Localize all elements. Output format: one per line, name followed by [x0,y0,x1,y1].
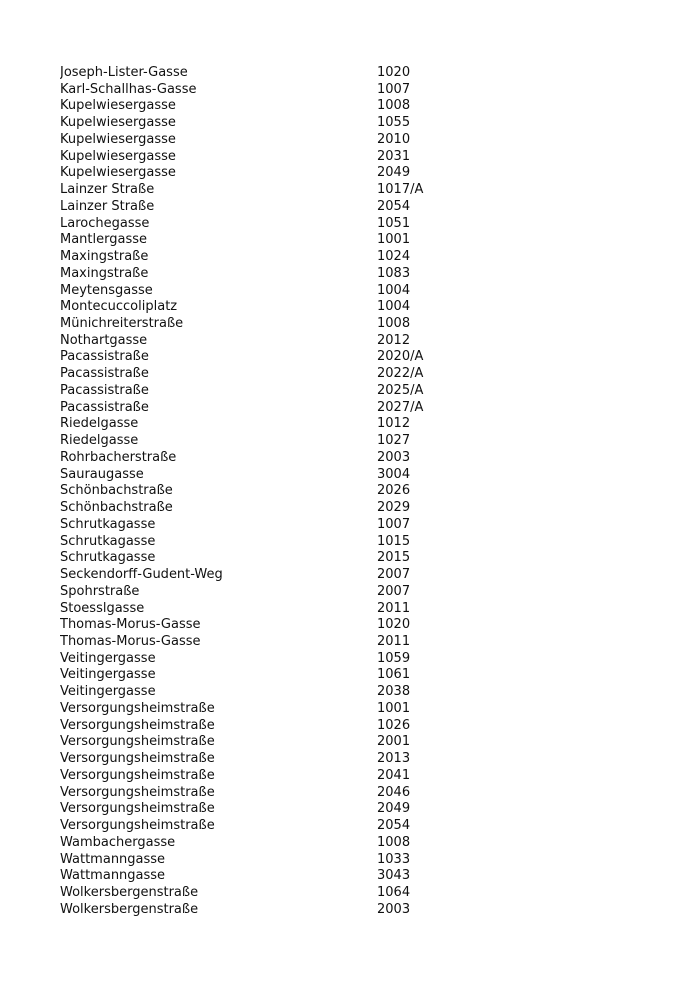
house-number-cell: 1020 [377,617,411,633]
house-number-cell: 2049 [377,801,411,817]
table-row [60,718,660,735]
house-number-cell: 1059 [377,650,411,666]
street-name-cell: Riedelgasse [60,416,139,432]
table-row [60,634,660,651]
table-row [60,216,660,233]
house-number-cell: 1007 [377,516,411,532]
house-number-cell: 2007 [377,583,411,599]
house-number-cell: 2038 [377,684,411,700]
table-row [60,383,660,400]
street-name-cell: Schönbachstraße [60,483,173,499]
house-number-cell: 2010 [377,131,411,147]
street-name-cell: Veitingergasse [60,667,156,683]
house-number-cell: 2001 [377,734,411,750]
table-row [60,416,660,433]
table-row [60,567,660,584]
house-number-cell: 3004 [377,466,411,482]
street-name-cell: Joseph-Lister-Gasse [60,65,188,80]
street-name-cell: Maxingstraße [60,249,149,265]
street-name-cell: Stoesslgasse [60,600,145,616]
table-row [60,785,660,802]
table-row [60,517,660,534]
street-name-cell: Versorgungsheimstraße [60,767,215,783]
street-name-cell: Montecuccoliplatz [60,299,178,315]
table-row [60,868,660,885]
street-name-cell: Thomas-Morus-Gasse [60,617,201,633]
table-row [60,82,660,99]
street-name-cell: Veitingergasse [60,684,156,700]
table-row [60,149,660,166]
table-row [60,98,660,115]
table-row [60,902,660,919]
street-name-cell: Thomas-Morus-Gasse [60,633,201,649]
table-row [60,818,660,835]
street-name-cell: Schrutkagasse [60,533,156,549]
street-name-cell: Versorgungsheimstraße [60,751,215,767]
house-number-cell: 2012 [377,332,411,348]
house-number-cell: 2049 [377,165,411,181]
street-name-cell: Kupelwiesergasse [60,115,176,131]
house-number-cell: 2015 [377,550,411,566]
table-row [60,249,660,266]
street-name-cell: Karl-Schallhas-Gasse [60,81,197,97]
street-name-cell: Pacassistraße [60,349,149,365]
house-number-cell: 2003 [377,901,411,917]
house-number-cell: 3043 [377,868,411,884]
house-number-cell: 2011 [377,633,411,649]
table-row [60,701,660,718]
street-name-cell: Pacassistraße [60,382,149,398]
street-name-cell: Pacassistraße [60,399,149,415]
street-name-cell: Schönbachstraße [60,500,173,516]
street-name-cell: Spohrstraße [60,583,140,599]
address-table [60,65,660,918]
street-name-cell: Kupelwiesergasse [60,98,176,114]
table-row [60,467,660,484]
house-number-cell: 1008 [377,834,411,850]
street-name-cell: Kupelwiesergasse [60,165,176,181]
street-name-cell: Wattmanngasse [60,868,166,884]
street-name-cell: Schrutkagasse [60,516,156,532]
table-row [60,835,660,852]
street-name-cell: Versorgungsheimstraße [60,818,215,834]
street-name-cell: Wolkersbergenstraße [60,884,199,900]
street-name-cell: Versorgungsheimstraße [60,700,215,716]
house-number-cell: 2013 [377,751,411,767]
house-number-cell: 2026 [377,483,411,499]
street-name-cell: Pacassistraße [60,366,149,382]
street-name-cell: Kupelwiesergasse [60,131,176,147]
street-name-cell: Versorgungsheimstraße [60,734,215,750]
table-row [60,132,660,149]
street-name-cell: Schrutkagasse [60,550,156,566]
house-number-cell: 2003 [377,449,411,465]
house-number-cell: 1008 [377,98,411,114]
table-row [60,232,660,249]
table-row [60,734,660,751]
table-row [60,450,660,467]
street-name-cell: Kupelwiesergasse [60,148,176,164]
house-number-cell: 1012 [377,416,411,432]
street-name-cell: Versorgungsheimstraße [60,717,215,733]
table-row [60,500,660,517]
house-number-cell: 1051 [377,215,411,231]
street-name-cell: Veitingergasse [60,650,156,666]
table-row [60,65,660,82]
table-row [60,667,660,684]
table-row [60,550,660,567]
street-name-cell: Lainzer Straße [60,182,155,198]
street-name-cell: Versorgungsheimstraße [60,801,215,817]
house-number-cell: 2022/A [377,366,424,382]
street-name-cell: Riedelgasse [60,433,139,449]
house-number-cell: 2029 [377,500,411,516]
house-number-cell: 1024 [377,249,411,265]
house-number-cell: 2041 [377,767,411,783]
table-row [60,165,660,182]
street-name-cell: Meytensgasse [60,282,153,298]
house-number-cell: 2046 [377,784,411,800]
house-number-cell: 1001 [377,700,411,716]
house-number-cell: 1064 [377,884,411,900]
street-name-cell: Münichreiterstraße [60,316,184,332]
street-name-cell: Mantlergasse [60,232,148,248]
house-number-cell: 2025/A [377,382,424,398]
house-number-cell: 1061 [377,667,411,683]
house-number-cell: 1015 [377,533,411,549]
table-row [60,349,660,366]
table-row [60,199,660,216]
house-number-cell: 2054 [377,198,411,214]
street-name-cell: Maxingstraße [60,265,149,281]
house-number-cell: 2031 [377,148,411,164]
house-number-cell: 1004 [377,299,411,315]
table-row [60,852,660,869]
street-name-cell: Rohrbacherstraße [60,449,177,465]
table-row [60,333,660,350]
street-name-cell: Wambachergasse [60,834,176,850]
table-row [60,684,660,701]
table-row [60,584,660,601]
house-number-cell: 1027 [377,433,411,449]
street-name-cell: Seckendorff-Gudent-Weg [60,567,223,583]
house-number-cell: 2007 [377,567,411,583]
street-name-cell: Lainzer Straße [60,198,155,214]
house-number-cell: 1007 [377,81,411,97]
street-name-cell: Sauraugasse [60,466,144,482]
table-row [60,266,660,283]
house-number-cell: 1026 [377,717,411,733]
house-number-cell: 2020/A [377,349,424,365]
table-row [60,483,660,500]
house-number-cell: 1001 [377,232,411,248]
table-row [60,400,660,417]
table-row [60,182,660,199]
house-number-cell: 1004 [377,282,411,298]
table-row [60,617,660,634]
street-name-cell: Wolkersbergenstraße [60,901,199,917]
table-row [60,768,660,785]
table-row [60,534,660,551]
table-row [60,433,660,450]
table-row [60,801,660,818]
table-row [60,601,660,618]
house-number-cell: 2027/A [377,399,424,415]
house-number-cell: 2011 [377,600,411,616]
house-number-cell: 1017/A [377,182,424,198]
table-row [60,885,660,902]
house-number-cell: 1020 [377,65,411,80]
street-name-cell: Wattmanngasse [60,851,166,867]
house-number-cell: 2054 [377,818,411,834]
house-number-cell: 1033 [377,851,411,867]
table-row [60,299,660,316]
table-row [60,283,660,300]
table-row [60,751,660,768]
house-number-cell: 1008 [377,316,411,332]
house-number-cell: 1055 [377,115,411,131]
street-name-cell: Versorgungsheimstraße [60,784,215,800]
table-row [60,366,660,383]
table-row [60,651,660,668]
table-row [60,316,660,333]
table-row [60,115,660,132]
street-name-cell: Larochegasse [60,215,150,231]
house-number-cell: 1083 [377,265,411,281]
street-name-cell: Nothartgasse [60,332,148,348]
